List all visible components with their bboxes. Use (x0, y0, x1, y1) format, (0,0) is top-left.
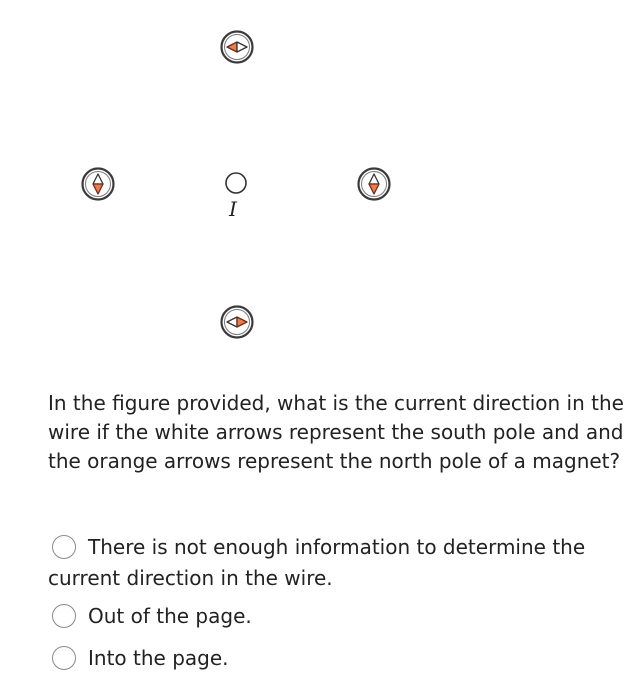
wire-current-label: I (229, 197, 237, 221)
radio-button[interactable] (52, 646, 76, 670)
compass-bottom (222, 307, 253, 338)
compass-top (222, 32, 253, 63)
option-not-enough-info[interactable] (48, 532, 628, 594)
option-label: There is not enough information to determine the current direction in the wire. (48, 535, 586, 590)
option-label: Out of the page. (88, 604, 252, 628)
question-text: In the figure provided, what is the current direction in the wire if the white arrows represent the south pole and and the orange arrows represent the north pole of a magnet? (48, 391, 624, 473)
wire-circle (226, 173, 246, 193)
option-out-of-page[interactable] (48, 601, 628, 632)
compass-left (83, 169, 114, 200)
radio-button[interactable] (52, 535, 76, 559)
compass-right (359, 169, 390, 200)
option-label: Into the page. (88, 646, 229, 670)
option-into-page[interactable] (48, 643, 628, 674)
radio-button[interactable] (52, 604, 76, 628)
